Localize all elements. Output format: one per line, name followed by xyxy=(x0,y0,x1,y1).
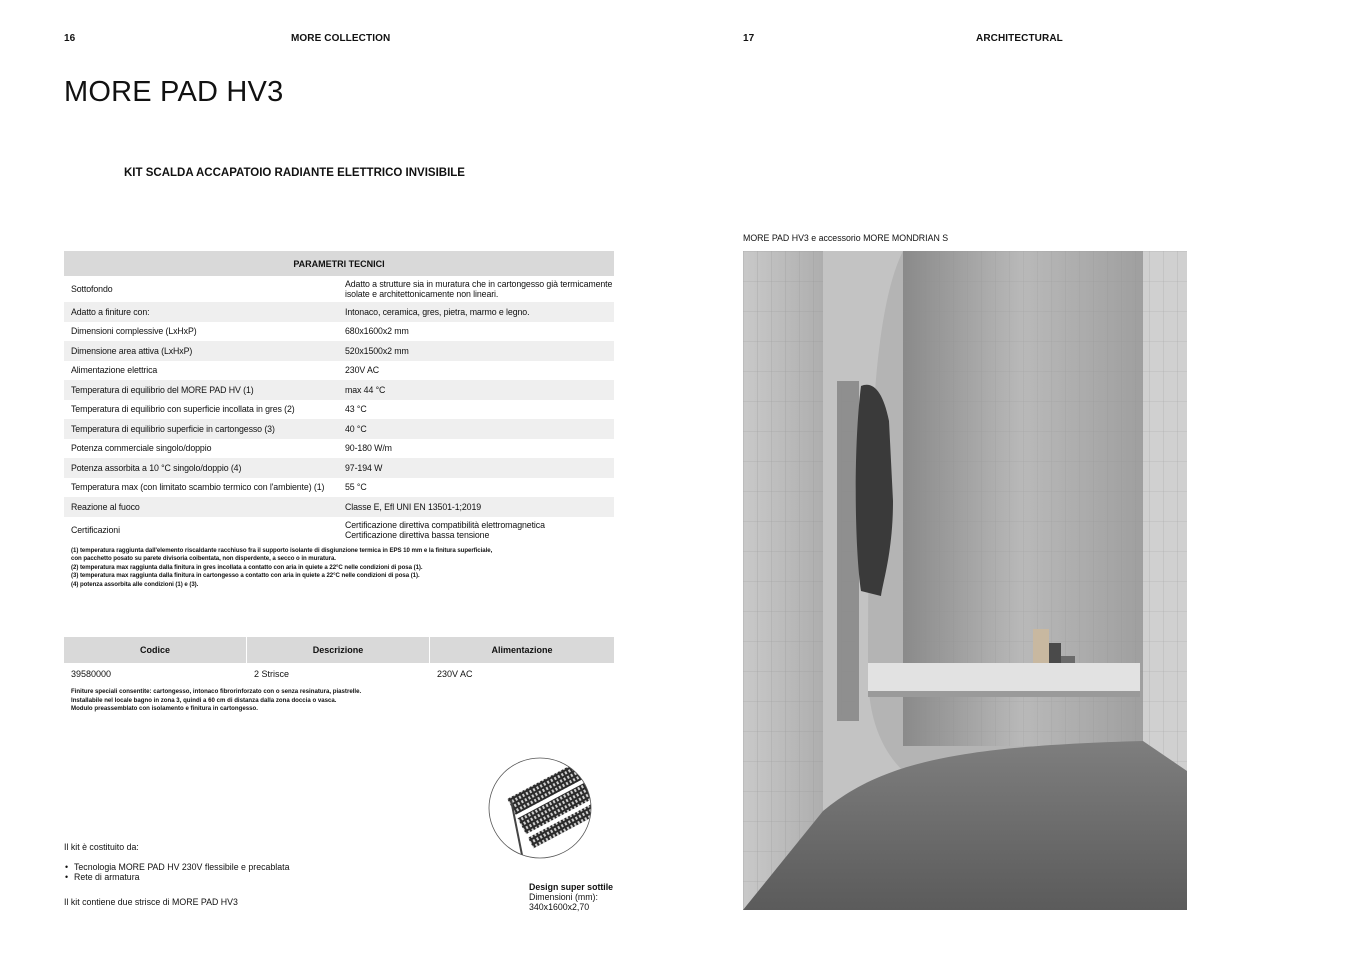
codes-note: Finiture speciali consentite: cartongesso, intonaco fibrorinforzato con o senza resinatura, piastrelle. xyxy=(71,688,362,695)
table-row xyxy=(64,458,614,478)
param-value: max 44 °C xyxy=(345,384,386,395)
codes-note: Installabile nel locale bagno in zona 3, quindi a 60 cm di distanza dalla zona doccia o vasca. xyxy=(71,696,337,704)
design-spec xyxy=(529,882,613,912)
footnote: con pacchetto posato su parete divisoria coibentata, non disperdente, a secco o in muratura. xyxy=(71,555,336,563)
design-title: Design super sottile xyxy=(529,882,614,892)
right-section-title: ARCHITECTURAL xyxy=(976,33,1063,44)
param-key: Alimentazione elettrica xyxy=(71,365,158,376)
param-key: Reazione al fuoco xyxy=(71,501,140,512)
table-row xyxy=(64,400,614,420)
kit-contains: Il kit contiene due strisce di MORE PAD HV3 xyxy=(64,897,238,907)
technical-params-table xyxy=(64,251,614,543)
table-row xyxy=(64,517,614,543)
description-cell: 2 Strisce xyxy=(254,669,290,679)
list-item: • Rete di armatura xyxy=(64,872,289,882)
param-key: Temperatura di equilibrio superficie in cartongesso (3) xyxy=(71,423,275,434)
param-key: Potenza commerciale singolo/doppio xyxy=(71,443,212,454)
param-key: Potenza assorbita a 10 °C singolo/doppio (4) xyxy=(71,462,242,473)
kit-contents xyxy=(64,842,289,907)
codes-note: Modulo preassemblato con isolamento e finitura in cartongesso. xyxy=(71,705,258,713)
param-key: Temperatura di equilibrio del MORE PAD HV (1) xyxy=(71,384,254,395)
table-row xyxy=(64,380,614,400)
footnote: (1) temperatura raggiunta dall'elemento riscaldante racchiuso fra il supporto isolante di disgiunzione termica in EPS 10 mm e la finitura superficiale, xyxy=(71,547,493,554)
table-row xyxy=(64,663,614,685)
param-value: 40 °C xyxy=(345,423,367,434)
footnote: (4) potenza assorbita alle condizioni (1) e (3). xyxy=(71,580,199,588)
table-row xyxy=(64,478,614,498)
design-dimensions-value: 340x1600x2,70 xyxy=(529,902,590,912)
param-key: Temperatura di equilibrio con superficie incollata in gres (2) xyxy=(71,404,295,415)
product-codes-table xyxy=(64,637,614,685)
param-value: 90-180 W/m xyxy=(345,443,392,454)
power-cell: 230V AC xyxy=(437,669,473,679)
param-key: Adatto a finiture con: xyxy=(71,306,150,317)
kit-intro: Il kit è costituito da: xyxy=(64,842,139,852)
param-value: 43 °C xyxy=(345,404,367,415)
table-row xyxy=(64,341,614,361)
param-value: 97-194 W xyxy=(345,462,383,473)
design-dimensions-label: Dimensioni (mm): xyxy=(529,892,598,902)
table-row xyxy=(64,361,614,381)
code-cell: 39580000 xyxy=(71,669,112,679)
param-value: Intonaco, ceramica, gres, pietra, marmo e legno. xyxy=(345,306,530,317)
param-value: 230V AC xyxy=(345,365,380,376)
list-item: • Tecnologia MORE PAD HV 230V flessibile e precablata xyxy=(64,862,289,872)
right-page-number: 17 xyxy=(743,33,755,44)
bathroom-photo xyxy=(743,251,1187,910)
codes-table-header xyxy=(64,637,614,663)
params-table-body xyxy=(64,276,614,543)
param-key: Sottofondo xyxy=(71,284,113,294)
mesh-detail-illustration xyxy=(487,756,597,864)
left-page-number: 16 xyxy=(64,33,76,44)
param-key: Dimensioni complessive (LxHxP) xyxy=(71,326,197,337)
table-row xyxy=(64,302,614,322)
params-footnotes xyxy=(71,547,611,589)
codes-header-power: Alimentazione xyxy=(430,637,614,663)
param-key: Certificazioni xyxy=(71,524,120,535)
param-key: Dimensione area attiva (LxHxP) xyxy=(71,345,193,356)
table-row xyxy=(64,439,614,459)
photo-caption: MORE PAD HV3 e accessorio MORE MONDRIAN S xyxy=(743,233,949,243)
param-key: Temperatura max (con limitato scambio termico con l'ambiente) (1) xyxy=(71,482,325,493)
param-value: Certificazione direttiva compatibilità elettromagnetica Certificazione direttiva bassa tensione xyxy=(345,519,545,540)
product-subtitle: KIT SCALDA ACCAPATOIO RADIANTE ELETTRICO INVISIBILE xyxy=(124,167,465,179)
param-value: 520x1500x2 mm xyxy=(345,345,409,356)
left-section-title: MORE COLLECTION xyxy=(291,33,391,44)
table-row xyxy=(64,419,614,439)
param-value: Adatto a strutture sia in muratura che in cartongesso già termicamente isolate e architettonicamente non lineari. xyxy=(345,279,613,299)
table-row xyxy=(64,497,614,517)
param-value: 55 °C xyxy=(345,482,367,493)
param-value: 680x1600x2 mm xyxy=(345,326,409,337)
table-row xyxy=(64,276,614,302)
page-title: MORE PAD HV3 xyxy=(64,76,284,108)
footnote: (2) temperatura max raggiunta dalla finitura in gres incollata a contatto con aria in quiete a 22°C nelle condizioni di posa (1). xyxy=(71,563,423,571)
codes-header-description: Descrizione xyxy=(247,637,430,663)
kit-list xyxy=(64,862,289,882)
codes-header-code: Codice xyxy=(64,637,247,663)
footnote: (3) temperatura max raggiunta dalla finitura in cartongesso a contatto con aria in quiete a 22°C nelle condizioni di posa (1). xyxy=(71,572,420,580)
codes-notes xyxy=(71,688,611,714)
table-row xyxy=(64,322,614,342)
param-value: Classe E, Efl UNI EN 13501-1;2019 xyxy=(345,501,482,512)
params-table-header: PARAMETRI TECNICI xyxy=(64,251,614,276)
